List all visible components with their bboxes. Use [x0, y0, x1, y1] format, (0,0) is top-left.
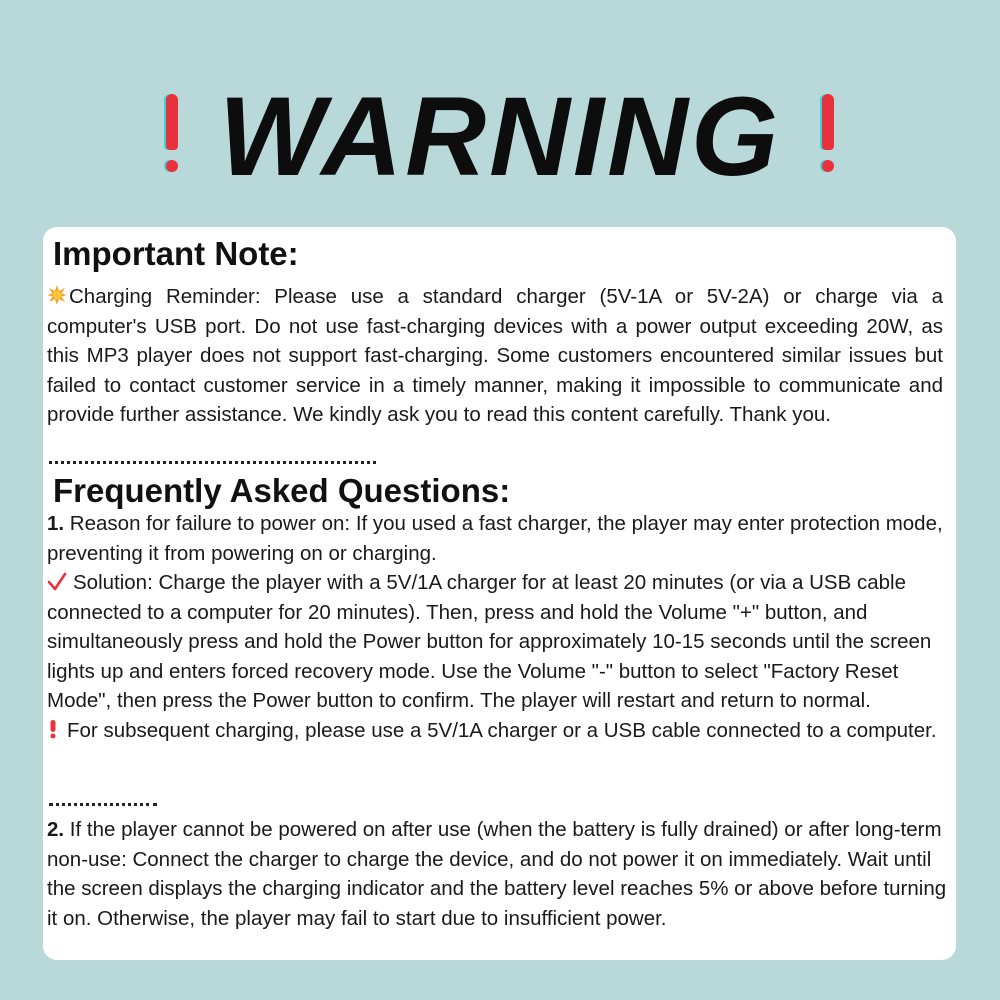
sun-icon — [47, 285, 67, 305]
faq-number-1: 1. — [47, 512, 65, 535]
checkmark-icon — [47, 572, 67, 592]
faq-note-1-text: For subsequent charging, please use a 5V/1A charger or a USB cable connected to a computer. — [67, 718, 937, 742]
faq-question-1 — [47, 509, 947, 568]
warning-title: WARNING — [218, 74, 782, 199]
warning-header — [0, 72, 1000, 202]
faq-solution-1-text: Solution: Charge the player with a 5V/1A charger for at least 20 minutes (or via a USB cable connected to a computer for 20 minutes). Then, press and hold the Volume "+" button, and simultaneously press and hold the Power button for approximately 10-15 seconds until the screen lights up and enters forced recovery mode. Use the Volume "-" button to select "Factory Reset Mode", then press the Power button to confirm. The player will restart and return to normal. — [47, 571, 932, 712]
dotted-divider — [49, 803, 157, 806]
faq-item-2 — [47, 815, 953, 933]
exclamation-icon — [161, 94, 183, 180]
faq-item-2-text: If the player cannot be powered on after use (when the battery is fully drained) or after long-term non-use: Connect the charger to charge the device, and do not power it on immediately. Wait until the screen displays the charging indicator and the battery level reaches 5% or above before turning it on. Otherwise, the player may fail to start due to insufficient power. — [47, 818, 947, 930]
charging-reminder — [47, 282, 943, 430]
important-note-title: Important Note: — [53, 235, 299, 272]
faq-title: Frequently Asked Questions: — [53, 472, 511, 509]
exclamation-icon — [817, 94, 839, 180]
notice-card — [43, 227, 956, 960]
charging-reminder-text: Charging Reminder: Please use a standard charger (5V-1A or 5V-2A) or charge via a computer's USB port. Do not use fast-charging devices with a power output exceeding 20W, as this MP3 player does not support fast-charging. Some customers encountered similar issues but failed to contact customer service in a timely manner, making it impossible to communicate and provide further assistance. We kindly ask you to read this content carefully. Thank you. — [47, 285, 943, 426]
faq-question-1-text: Reason for failure to power on: If you used a fast charger, the player may enter protection mode, preventing it from powering on or charging. — [47, 512, 943, 565]
exclamation-icon — [49, 719, 57, 739]
faq-number-2: 2. — [47, 818, 65, 841]
faq-item-1 — [47, 509, 947, 745]
faq-note-1 — [47, 716, 947, 746]
faq-solution-1 — [47, 568, 947, 716]
dotted-divider — [49, 461, 376, 464]
